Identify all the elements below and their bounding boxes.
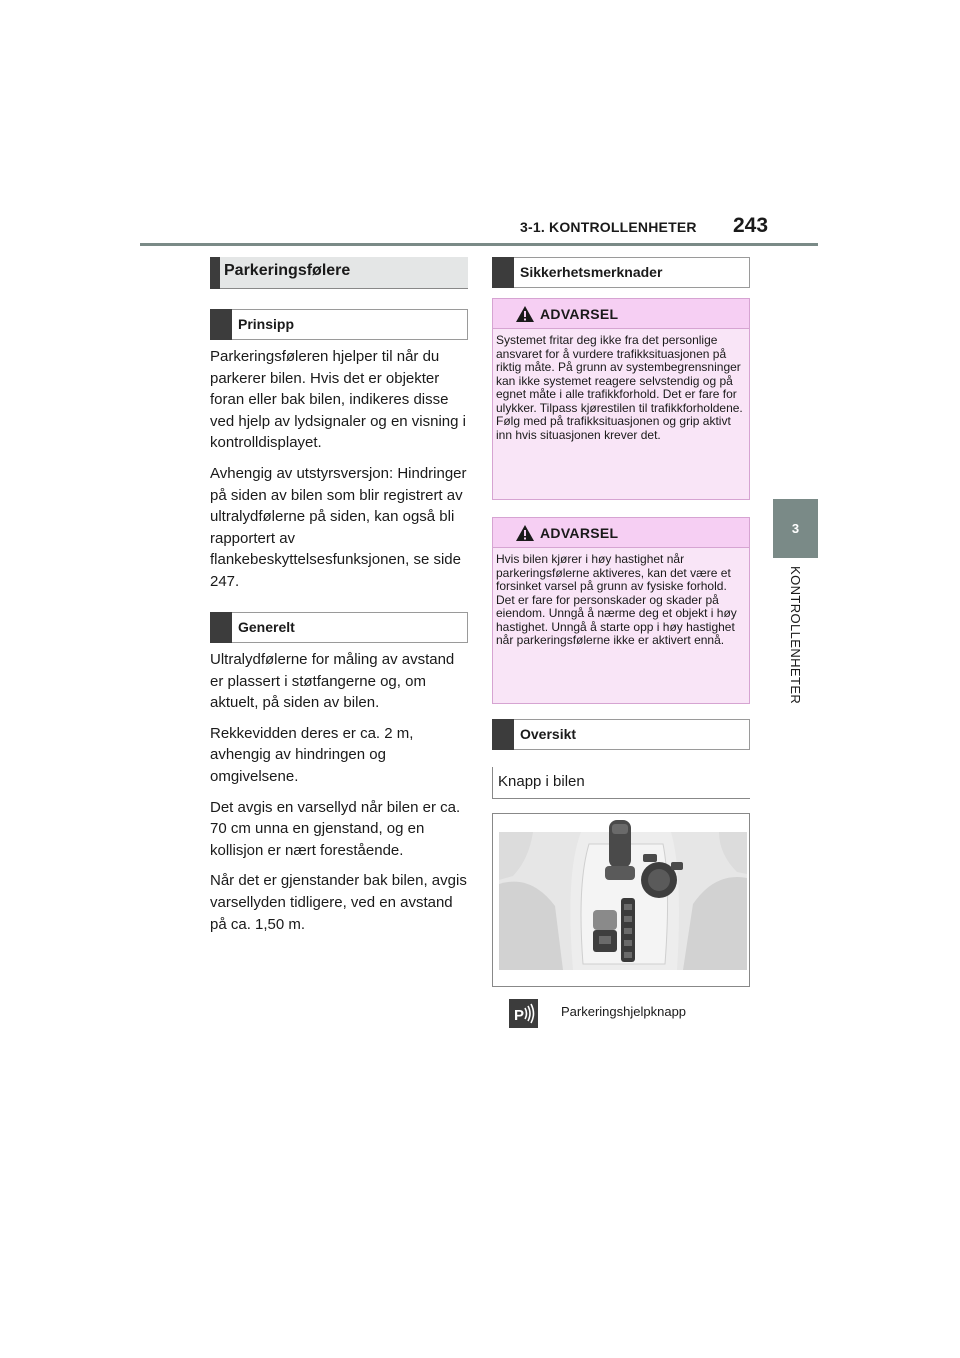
chapter-tab-label (773, 566, 818, 726)
section-title-text: Parkeringsfølere (224, 262, 351, 279)
general-body (210, 649, 470, 944)
subheading-overview-text: Oversikt (520, 726, 577, 742)
subheading-overview (492, 719, 750, 750)
paragraph: Det avgis en varsellyd når bilen er ca. 70 cm unna en gjenstand, og en kollisjon er nært forestående. (210, 798, 461, 859)
parking-sensor-icon (509, 999, 538, 1028)
warning-triangle-icon (515, 524, 535, 542)
warning-header (493, 518, 749, 548)
paragraph: Rekkevidden deres er ca. 2 m, avhengig av hindringen og omgivelsene. (210, 724, 414, 785)
warning-box (492, 517, 750, 704)
section-title-bar (210, 257, 220, 289)
warning-label: ADVARSEL (540, 525, 619, 541)
paragraph: Ultralydfølerne for måling av avstand er plassert i støtfangerne og, om aktuelt, på siden av bilen. (210, 651, 455, 712)
warning-box (492, 298, 750, 500)
chapter-tab-label-text: KONTROLLENHETER (788, 566, 803, 705)
header-divider (140, 243, 818, 246)
subheading-safety (492, 257, 750, 288)
figure-caption (492, 767, 750, 799)
subheading-principle-text: Prinsipp (238, 316, 295, 332)
section-title (210, 257, 468, 289)
subheading-bar (210, 612, 232, 643)
chapter-title: 3-1. KONTROLLENHETER (520, 219, 697, 235)
subheading-bar (492, 719, 514, 750)
legend-label: Parkeringshjelpknapp (561, 1004, 687, 1019)
figure-caption-text: Knapp i bilen (498, 773, 585, 790)
page-number: 243 (733, 214, 769, 237)
warning-header (493, 299, 749, 329)
warning-label: ADVARSEL (540, 306, 619, 322)
chapter-tab-number: 3 (773, 499, 818, 558)
subheading-bar (492, 257, 514, 288)
principle-body (210, 346, 470, 602)
subheading-safety-text: Sikkerhetsmerknader (520, 264, 663, 280)
paragraph: Avhengig av utstyrsversjon: Hindringer på siden av bilen som blir registrert av ultralydfølerne på siden, kan også bli rapportert av flankebeskyttelsesfunksjonen, se side 247. (210, 464, 467, 590)
paragraph: Parkeringsføleren hjelper til når du parkerer bilen. Hvis det er objekter foran eller bak bilen, indikeres disse ved hjelp av lydsignaler og en visning i kontrolldisplayet. (210, 348, 466, 452)
subheading-general-text: Generelt (238, 619, 295, 635)
paragraph: Når det er gjenstander bak bilen, avgis varsellyden tidligere, ved en avstand på ca. 1,50 m. (210, 872, 467, 933)
warning-text: Systemet fritar deg ikke fra det personlige ansvaret for å vurdere trafikksituasjonen på riktig måte. På grunn av systembegrensninger kan ikke systemet reagere selvstendig og på egnet måte i alle trafikkforhold. Det er fare for ulykker. Tilpass kjørestilen til trafikkforholdene. Følg med på trafikksituasjonen og grip aktivt inn hvis situasjonen krever det. (496, 333, 743, 442)
warning-text: Hvis bilen kjører i høy hastighet når parkeringsfølerne aktiveres, kan det være et forsinket varsel på grunn av fysiske forhold. Det er fare for personskader og skader på eiendom. Unngå å nærme deg et objekt i høy hastighet. Unngå å starte opp i høy hastighet når parkeringsfølerne ikke er aktivert ennå. (496, 552, 737, 647)
console-illustration (492, 813, 750, 987)
subheading-bar (210, 309, 232, 340)
svg-text:P: P (514, 1007, 525, 1024)
warning-triangle-icon (515, 305, 535, 323)
subheading-general (210, 612, 468, 643)
console-drawing (493, 814, 750, 987)
subheading-principle (210, 309, 468, 340)
